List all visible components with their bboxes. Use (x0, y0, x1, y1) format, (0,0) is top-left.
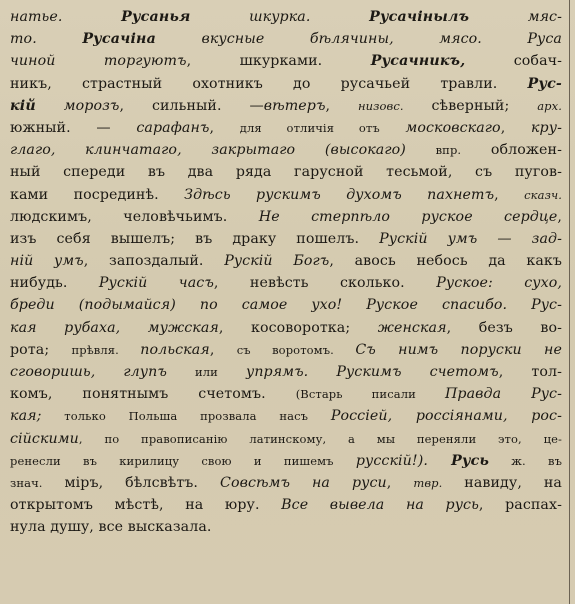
text-segment: вкусные бѣлячины, мясо. (155, 31, 528, 48)
text-line (10, 206, 562, 228)
text-segment: польская (140, 341, 210, 358)
text-line (10, 339, 562, 361)
text-segment: арх. (537, 98, 562, 113)
text-segment: чиной торгуютъ (10, 53, 187, 70)
text-segment: рота; (10, 341, 72, 358)
text-line (10, 6, 562, 28)
text-segment: , тол- (498, 364, 562, 380)
text-line (10, 73, 562, 95)
text-line (10, 95, 562, 117)
text-segment: твр. (413, 475, 443, 490)
text-segment: нула душу, все высказала. (10, 519, 212, 536)
text-segment: , авось небось да какъ (329, 253, 562, 270)
text-segment: Рускiй умъ — зад- (379, 230, 562, 247)
text-segment: , невѣсть сколько. (213, 275, 437, 292)
text-segment: , (557, 208, 562, 225)
text-segment: кру- (530, 119, 562, 136)
text-segment: впр. (435, 143, 462, 158)
text-line (10, 361, 562, 383)
text-segment: кая; (10, 408, 42, 425)
text-segment: сiйскими (10, 430, 79, 447)
text-segment: ренесли въ кирилицу свою и пишемъ (10, 453, 356, 468)
text-segment: , шкурками. (186, 53, 371, 70)
text-line (10, 494, 562, 516)
text-segment: сарафанъ (136, 119, 210, 136)
text-segment: Съ нимъ поруски не (355, 341, 562, 358)
text-segment: мiръ, бѣлсвѣтъ. (42, 474, 220, 491)
text-segment: комъ, понятнымъ счетомъ. (10, 386, 296, 403)
text-segment: бреди (подымайся) по самое ухо! Руское спасибо. Рус- (10, 297, 562, 314)
text-segment: южный. — (10, 119, 137, 136)
text-line (10, 117, 562, 139)
text-segment: кая рубаха, мужская (10, 319, 219, 336)
text-line (10, 50, 562, 72)
text-segment: съ воротомъ. (236, 342, 356, 357)
text-segment: только Польша прозвала насъ (41, 409, 331, 424)
text-segment: Рус- (527, 75, 562, 92)
column-rule (569, 0, 570, 604)
text-line (10, 317, 562, 339)
text-segment: Русачiнылъ (369, 9, 470, 25)
text-segment: глаго, клинчатаго, закрытаго (высокаго) (10, 142, 406, 159)
text-segment: упрямъ. Рускимъ счетомъ (217, 364, 499, 380)
text-segment: обложен- (461, 142, 562, 159)
text-segment: Рускiй часъ (98, 275, 214, 292)
text-segment: нiй умъ (10, 253, 84, 270)
text-line (10, 250, 562, 272)
text-segment: никъ, страстный охотникъ до русачьей травли. (10, 75, 528, 92)
text-segment: то. (10, 31, 83, 48)
text-line (10, 428, 562, 450)
text-segment: Правда Рус- (444, 386, 562, 403)
text-segment: Руское: сухо, (436, 275, 562, 292)
text-segment: Все вывела на русь (281, 497, 479, 514)
text-segment: кiй (10, 97, 36, 114)
text-segment: прѣвля. (71, 342, 141, 357)
text-segment: , (325, 97, 358, 114)
text-segment: , по правописанiю латинскому, а мы переняли это, це- (78, 431, 562, 446)
text-segment: ками посрединѣ. (10, 186, 185, 203)
text-line (10, 184, 562, 206)
text-segment: для отличiя отъ (239, 120, 380, 135)
text-line (10, 294, 562, 316)
text-segment: женская (377, 319, 447, 336)
text-line (10, 472, 562, 494)
text-line (10, 139, 562, 161)
text-segment: , сильный. — (119, 97, 264, 114)
text-line (10, 383, 562, 405)
text-segment: Совсѣмъ на руси (220, 474, 387, 491)
text-segment: , (209, 119, 240, 136)
text-segment (428, 453, 451, 469)
text-line (10, 405, 562, 427)
text-segment: мяс- (469, 9, 562, 25)
text-segment: людскимъ, человѣчьимъ. (10, 208, 259, 225)
text-segment: Русачiна (82, 31, 156, 48)
text-segment: сѣверный; (403, 97, 538, 114)
text-line (10, 450, 562, 472)
text-segment: Россiей, россiянами, рос- (330, 408, 562, 425)
text-segment: Здѣсь рускимъ духомъ пахнетъ (184, 186, 495, 203)
text-segment: , (494, 186, 525, 203)
text-line (10, 228, 562, 250)
text-segment: изъ себя вышелъ; въ драку пошелъ. (10, 230, 380, 247)
text-line (10, 516, 562, 538)
text-segment: открытомъ мѣстѣ, на юру. (10, 497, 282, 514)
text-segment: сказч. (524, 187, 562, 202)
text-segment: собач- (465, 53, 562, 70)
text-segment: ный спереди въ два ряда гарусной тесьмой, съ пугов- (10, 164, 562, 181)
text-line (10, 161, 562, 183)
text-line (10, 28, 562, 50)
text-segment: низовс. (357, 98, 404, 113)
text-segment: сговоришь, глупъ (10, 364, 167, 380)
text-segment: Русанья (121, 9, 191, 25)
text-segment: навиду, на (442, 474, 562, 491)
text-segment: Русачникъ, (370, 53, 466, 70)
text-segment: , безъ во- (446, 319, 562, 336)
text-segment: натье. (10, 9, 122, 25)
text-segment: морозъ (35, 97, 120, 114)
text-segment (406, 142, 436, 158)
text-segment: или (195, 365, 218, 379)
text-segment: , распах- (478, 497, 562, 514)
text-segment: вѣтеръ (263, 97, 326, 114)
text-segment: Рускiй Богъ (224, 253, 330, 270)
text-segment: , (209, 341, 237, 358)
text-segment: Руса (527, 31, 562, 48)
text-segment: , (500, 119, 531, 136)
text-segment: московскаго (379, 119, 501, 136)
text-segment: (Встарь писали (295, 387, 445, 402)
text-segment: , (386, 474, 414, 491)
text-segment: шкурка. (190, 9, 370, 25)
dictionary-text-column (10, 6, 562, 539)
text-line (10, 272, 562, 294)
text-segment: знач. (10, 475, 43, 490)
text-segment: Русь (451, 452, 490, 469)
text-segment: , запоздалый. (83, 253, 225, 270)
text-segment: Не стерпѣло руское сердце (258, 208, 558, 225)
text-segment: русскiй!). (355, 452, 428, 469)
text-segment: ж. въ (489, 453, 562, 468)
text-segment (167, 364, 195, 380)
text-segment: нибудь. (10, 275, 99, 292)
text-segment: , косоворотка; (218, 319, 378, 336)
